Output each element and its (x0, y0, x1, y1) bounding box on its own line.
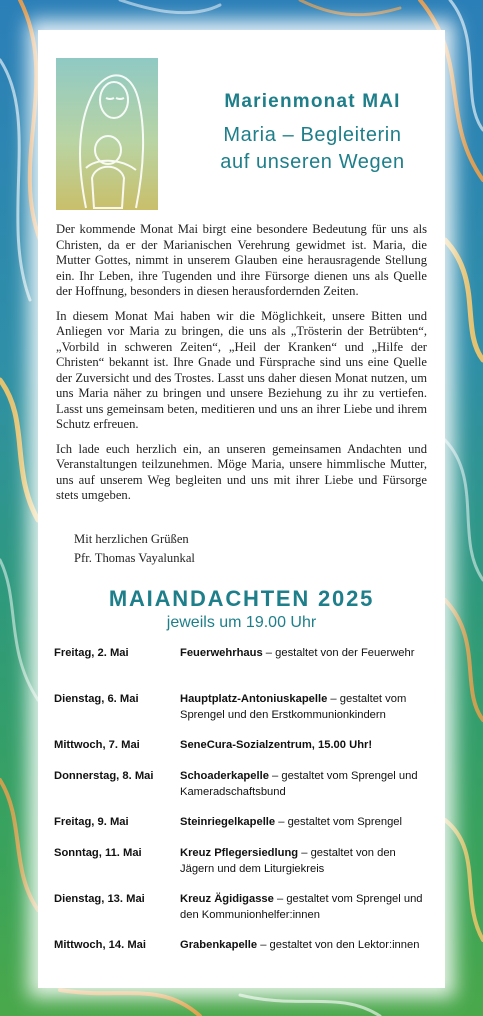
schedule-detail: – gestaltet vom Sprengel und den Erstkommunionkindern (180, 693, 407, 721)
schedule-place: Grabenkapelle (180, 939, 258, 951)
schedule-event (180, 691, 430, 723)
schedule-detail: – gestaltet von den Lektor:innen (257, 939, 420, 951)
madonna-illustration (56, 58, 158, 210)
schedule-event (180, 891, 430, 923)
letter-paragraph: Der kommende Monat Mai birgt eine besondere Bedeutung für uns als Christen, da er der Marianischen Verehrung gewidmet ist. Maria, die Mutter Gottes, nimmt in unserem Glauben eine herausragende Stellung ein. Ihr Leben, ihre Tugenden und ihre Fürsorge dienen uns als Quelle der Hoffnung, besonders in diesen herausfordernden Zeiten. (56, 222, 427, 298)
schedule-place: Kreuz Ägidigasse (180, 893, 274, 905)
schedule-detail: – gestaltet vom Sprengel und Kameradschaftsbund (180, 770, 418, 798)
schedule-detail: – gestaltet vom Sprengel (275, 816, 403, 828)
letter-paragraph: Ich lade euch herzlich ein, an unseren gemeinsamen Andachten und Veranstaltungen teilzunehmen. Möge Maria, unsere himmlische Mutter, uns auf unserem Weg begleiten und uns mit ihrer Liebe und Fürsorge stets umgeben. (56, 441, 427, 502)
schedule-detail: – gestaltet vom Sprengel und den Kommunionhelfer:innen (180, 893, 423, 921)
schedule-place: Kreuz Pflegersiedlung (180, 847, 299, 859)
schedule-date: Donnerstag, 8. Mai (54, 770, 154, 782)
schedule-place: Schoaderkapelle (180, 770, 269, 782)
schedule-place: Feuerwehrhaus (180, 647, 263, 659)
schedule-time: jeweils um 19.00 Uhr (166, 614, 317, 631)
subtitle-line-2: auf unseren Wegen (220, 151, 405, 173)
signature-block (74, 530, 195, 568)
greeting: Mit herzlichen Grüßen (74, 532, 189, 546)
schedule-date: Dienstag, 6. Mai (54, 693, 139, 705)
schedule-place: SeneCura-Sozialzentrum, 15.00 Uhr! (180, 739, 373, 751)
page-subtitle (170, 122, 455, 176)
letter-paragraph: In diesem Monat Mai haben wir die Möglichkeit, unsere Bitten und Anliegen vor Maria zu bringen, die uns als „Trösterin der Betrübten“, „Vorbild in schweren Zeiten“, „Heil der Kranken“ und „Hilfe der Christen“ bekannt ist. Ihre Gnade und Fürsprache sind uns eine Quelle der Zuversicht und des Trostes. Lasst uns daher diesen Monat nutzen, um uns Maria näher zu bringen und unsere Beziehung zu ihr zu vertiefen. Lasst uns gemeinsam beten, meditieren und uns an ihrer Liebe und ihrem Schutz erfreuen. (56, 308, 427, 431)
schedule-detail: – gestaltet von der Feuerwehr (262, 647, 415, 659)
schedule-event (180, 937, 430, 953)
schedule-date: Dienstag, 13. Mai (54, 893, 145, 905)
schedule-event (180, 768, 430, 800)
schedule-date: Freitag, 2. Mai (54, 647, 129, 659)
schedule-place: Steinriegelkapelle (180, 816, 276, 828)
page-title: Marienmonat MAI (224, 91, 401, 112)
signature: Pfr. Thomas Vayalunkal (74, 551, 195, 565)
subtitle-line-1: Maria – Begleiterin (223, 124, 402, 146)
schedule-event (180, 645, 430, 661)
schedule-date: Mittwoch, 14. Mai (54, 939, 146, 951)
schedule-date: Mittwoch, 7. Mai (54, 739, 140, 751)
schedule-detail: – gestaltet von den Jägern und dem Liturgiekreis (180, 847, 396, 875)
schedule-date: Sonntag, 11. Mai (54, 847, 142, 859)
schedule-event (180, 845, 430, 877)
schedule-place: Hauptplatz-Antoniuskapelle (180, 693, 328, 705)
schedule-event (180, 814, 430, 830)
schedule-heading: MAIANDACHTEN 2025 (108, 586, 375, 611)
letter-body (56, 222, 427, 513)
schedule-event (180, 737, 430, 753)
schedule-date: Freitag, 9. Mai (54, 816, 129, 828)
